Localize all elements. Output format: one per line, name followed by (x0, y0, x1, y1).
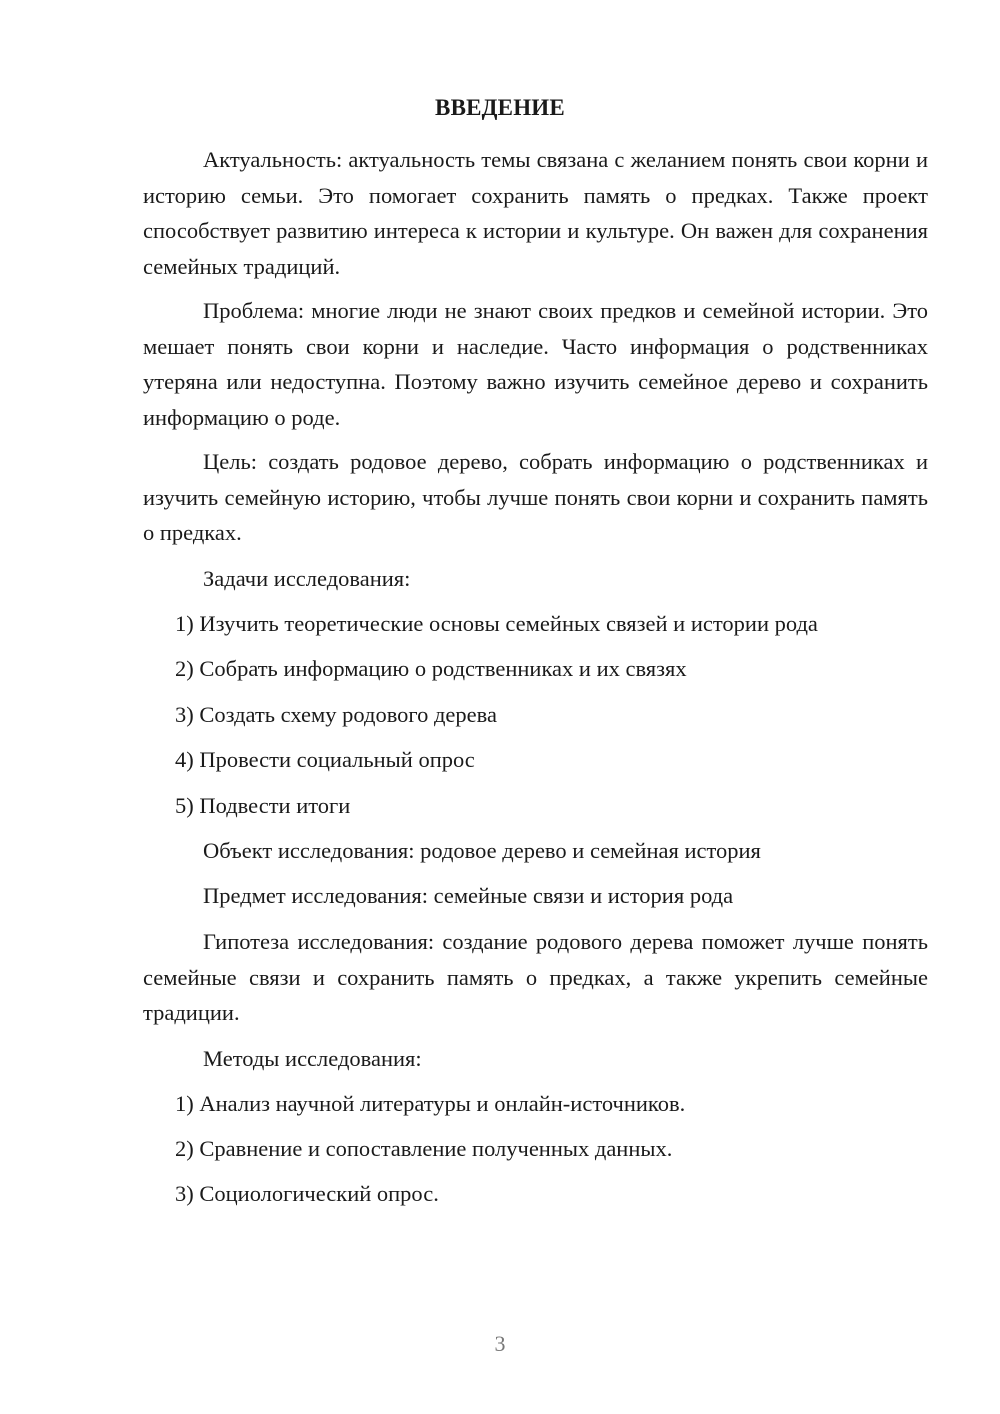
problem-paragraph: Проблема: многие люди не знают своих предков и семейной истории. Это мешает понять свои корни и наследие. Часто информация о родственниках утеряна или недоступна. Поэтому важно изучить семейное дерево и сохранить информацию о роде. (143, 298, 928, 430)
list-item: 1) Изучить теоретические основы семейных связей и истории рода (175, 611, 818, 636)
hypothesis-paragraph: Гипотеза исследования: создание родового дерева поможет лучше понять семейные связи и сохранить память о предках, а также укрепить семейные традиции. (143, 929, 928, 1025)
relevance-block (143, 142, 928, 284)
list-item: 5) Подвести итоги (175, 793, 351, 818)
research-object: Объект исследования: родовое дерево и семейная история (203, 838, 761, 863)
methods-list-item (143, 1086, 928, 1122)
list-item: 3) Социологический опрос. (175, 1181, 439, 1206)
goal-paragraph: Цель: создать родовое дерево, собрать информацию о родственниках и изучить семейную историю, чтобы лучше понять свои корни и сохранить память о предках. (143, 449, 928, 545)
tasks-list-item (143, 697, 928, 733)
page-number: 3 (494, 1331, 506, 1356)
list-item: 2) Собрать информацию о родственниках и их связях (175, 656, 687, 681)
tasks-list-item (143, 606, 928, 642)
list-item: 4) Провести социальный опрос (175, 747, 475, 772)
methods-list-item (143, 1176, 928, 1212)
tasks-list-item (143, 651, 928, 687)
tasks-heading: Задачи исследования: (203, 566, 411, 591)
problem-block (143, 293, 928, 435)
tasks-list-item (143, 788, 928, 824)
relevance-paragraph: Актуальность: актуальность темы связана с желанием понять свои корни и историю семьи. Это помогает сохранить память о предках. Также проект способствует развитию интереса к истории и культуре. Он важен для сохранения семейных традиций. (143, 147, 928, 279)
tasks-list-item (143, 742, 928, 778)
methods-heading-block (143, 1041, 928, 1077)
methods-heading: Методы исследования: (203, 1046, 422, 1071)
subject-block (143, 878, 928, 914)
research-subject: Предмет исследования: семейные связи и история рода (203, 883, 734, 908)
page-title: ВВЕДЕНИЕ (435, 95, 565, 120)
list-item: 2) Сравнение и сопоставление полученных данных. (175, 1136, 673, 1161)
tasks-heading-block (143, 561, 928, 597)
list-item: 3) Создать схему родового дерева (175, 702, 497, 727)
hypothesis-block (143, 924, 928, 1031)
object-block (143, 833, 928, 869)
methods-list-item (143, 1131, 928, 1167)
list-item: 1) Анализ научной литературы и онлайн-источников. (175, 1091, 686, 1116)
goal-block (143, 444, 928, 551)
